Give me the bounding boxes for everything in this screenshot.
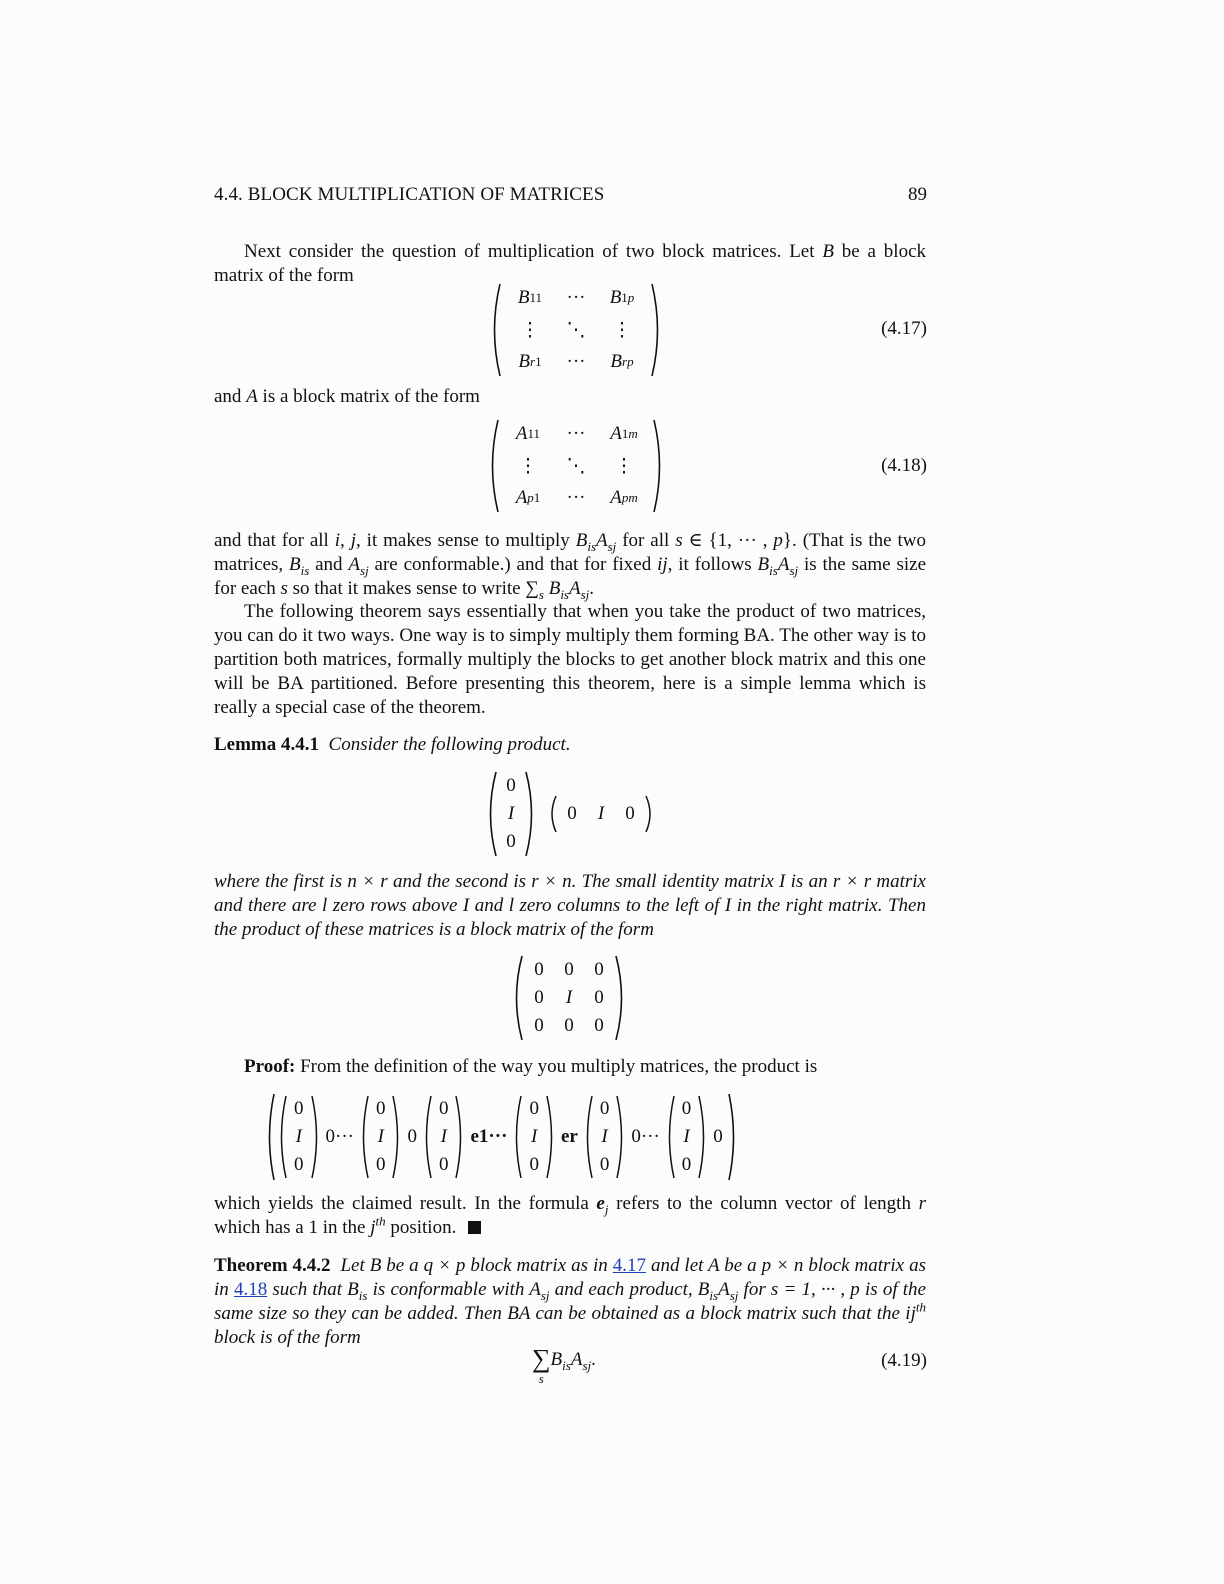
matrix-cell: ⋮ bbox=[612, 319, 632, 341]
qed-square-icon bbox=[468, 1221, 481, 1234]
matrix-cell: 0 bbox=[625, 803, 635, 824]
left-paren bbox=[546, 794, 558, 834]
running-header: 4.4. BLOCK MULTIPLICATION OF MATRICES bbox=[214, 184, 605, 205]
matrix-cell: ⋱ bbox=[566, 319, 586, 341]
matrix-cell: ··· bbox=[566, 287, 586, 308]
block-column: 0 I 0 bbox=[664, 1094, 710, 1180]
matrix-cell: A 1m bbox=[610, 423, 638, 444]
block-column: 0 I 0 bbox=[582, 1094, 628, 1180]
matrix-cell: 0 bbox=[506, 775, 516, 796]
lemma-result-matrix bbox=[510, 954, 628, 1042]
matrix-cell: A 11 bbox=[515, 423, 541, 444]
matrix-cell: 0 bbox=[506, 831, 516, 852]
block-separator: 0 bbox=[407, 1126, 417, 1147]
outer-left-paren bbox=[264, 1092, 276, 1182]
matrix-cell: 0 bbox=[564, 959, 574, 980]
matrix-cell: ⋱ bbox=[566, 455, 586, 477]
matrix-cell: B rp bbox=[610, 351, 634, 372]
matrix-cell: A pm bbox=[610, 487, 638, 508]
paragraph-a-form: and A is a block matrix of the form bbox=[214, 386, 480, 407]
matrix-cell: B 1p bbox=[609, 287, 635, 308]
block-separator: 0··· bbox=[631, 1126, 660, 1147]
equation-number: (4.17) bbox=[881, 318, 927, 339]
block-column: 0 I 0 bbox=[358, 1094, 404, 1180]
theorem-statement: Theorem 4.4.2 Let B be a q × p block matrix as in 4.17 and let A be a p × n block matrix as in 4.18 such that $B_{is}$ is conformable with $A_{sj}$ and each product, $B_{is}A_{sj}$ for s = 1, ··· , p is of the same size so they can be added. Then BA can be obtained as a block matrix such that the $ij^{th}$ block is of the form bbox=[214, 1255, 926, 1348]
left-paren bbox=[510, 954, 524, 1042]
matrix-cell: ⋮ bbox=[518, 455, 538, 477]
lemma-row-vector bbox=[558, 800, 644, 828]
outer-right-paren bbox=[727, 1092, 739, 1182]
right-paren bbox=[524, 770, 538, 858]
result-matrix-cells bbox=[524, 956, 614, 1040]
block-column: 0 I 0 bbox=[276, 1094, 322, 1180]
theorem-intro-paragraph: The following theorem says essentially that when you take the product of two matrices, you can do it two ways. One way is to simply multiply them forming BA. The other way is to partition both matrices, formally multiply the blocks to get another block matrix and this one will be BA partitioned. Before presenting this theorem, here is a simple lemma which is really a special case of the theorem. bbox=[214, 601, 926, 718]
matrix-cell: ··· bbox=[566, 423, 586, 444]
conformable-paragraph: and that for all i, j, it makes sense to multiply $B_{is}A_{sj}$ for all s ∈ {1, ··· , p}. (That is the two matrices, $B_{is}$ and $A_{sj}$ are conformable.) and that for fixed ij, it follows $B_{is}A_{sj}$ is the same size for each s so that it makes sense to write $\sum_s$ $B_{is}A_{sj}$. bbox=[214, 530, 927, 602]
proof-conclusion: which yields the claimed result. In the formula $e_j$ refers to the column vector of length r which has a 1 in the $j^{th}$ position. bbox=[214, 1193, 927, 1238]
lemma-product bbox=[484, 770, 656, 858]
left-paren bbox=[484, 770, 498, 858]
matrix-cell: I bbox=[597, 803, 605, 824]
matrix-b-cells bbox=[506, 282, 646, 378]
matrix-cell: 0 bbox=[534, 959, 544, 980]
matrix-cell: B 11 bbox=[517, 287, 543, 308]
block-column: 0 I 0 bbox=[421, 1094, 467, 1180]
matrix-cell: 0 bbox=[594, 959, 604, 980]
block-separator: e1··· bbox=[470, 1126, 508, 1147]
intro-paragraph: Next consider the question of multiplication of two block matrices. Let B be a block matrix of the form bbox=[214, 241, 926, 286]
matrix-cell: ⋮ bbox=[614, 455, 634, 477]
matrix-b bbox=[488, 282, 664, 378]
lemma-column-vector bbox=[498, 772, 524, 856]
matrix-cell: ··· bbox=[566, 487, 586, 508]
right-paren bbox=[644, 794, 656, 834]
equation-link-4-18[interactable]: 4.18 bbox=[233, 1279, 268, 1300]
equation-link-4-17[interactable]: 4.17 bbox=[612, 1255, 646, 1276]
lemma-heading: Lemma 4.4.1 Consider the following product. bbox=[214, 734, 571, 755]
matrix-a-cells bbox=[502, 418, 650, 514]
left-paren bbox=[488, 282, 502, 378]
sum-equation: ∑ s $B_{is}A_{sj}$. bbox=[532, 1344, 596, 1386]
block-separator: er bbox=[560, 1126, 578, 1147]
proof-block-product bbox=[264, 1092, 739, 1182]
left-paren bbox=[486, 418, 500, 514]
matrix-cell: I bbox=[507, 803, 515, 824]
block-column: 0 I 0 bbox=[511, 1094, 557, 1180]
block-separator: 0··· bbox=[325, 1126, 354, 1147]
matrix-cell: I bbox=[565, 987, 573, 1008]
matrix-cell: ⋮ bbox=[520, 319, 540, 341]
right-paren bbox=[614, 954, 628, 1042]
matrix-cell: 0 bbox=[567, 803, 577, 824]
equation-number: (4.18) bbox=[881, 455, 927, 476]
lemma-body: where the first is n × r and the second is r × n. The small identity matrix I is an r × r matrix and there are l zero rows above I and l zero columns to the left of I in the right matrix. Then the product of these matrices is a block matrix of the form bbox=[214, 871, 926, 940]
matrix-cell: ··· bbox=[566, 351, 586, 372]
matrix-cell: 0 bbox=[564, 1015, 574, 1036]
page-number: 89 bbox=[908, 184, 927, 205]
block-separator: 0 bbox=[713, 1126, 723, 1147]
sum-symbol-icon: ∑ bbox=[532, 1344, 551, 1373]
right-paren bbox=[650, 282, 664, 378]
matrix-cell: 0 bbox=[594, 1015, 604, 1036]
matrix-cell: A p1 bbox=[515, 487, 541, 508]
proof-intro: Proof: From the definition of the way you multiply matrices, the product is bbox=[244, 1056, 818, 1077]
matrix-cell: 0 bbox=[534, 1015, 544, 1036]
right-paren bbox=[652, 418, 666, 514]
equation-number: (4.19) bbox=[881, 1350, 927, 1371]
matrix-cell: B r1 bbox=[518, 351, 542, 372]
matrix-a bbox=[486, 418, 666, 514]
matrix-cell: 0 bbox=[534, 987, 544, 1008]
matrix-cell: 0 bbox=[594, 987, 604, 1008]
